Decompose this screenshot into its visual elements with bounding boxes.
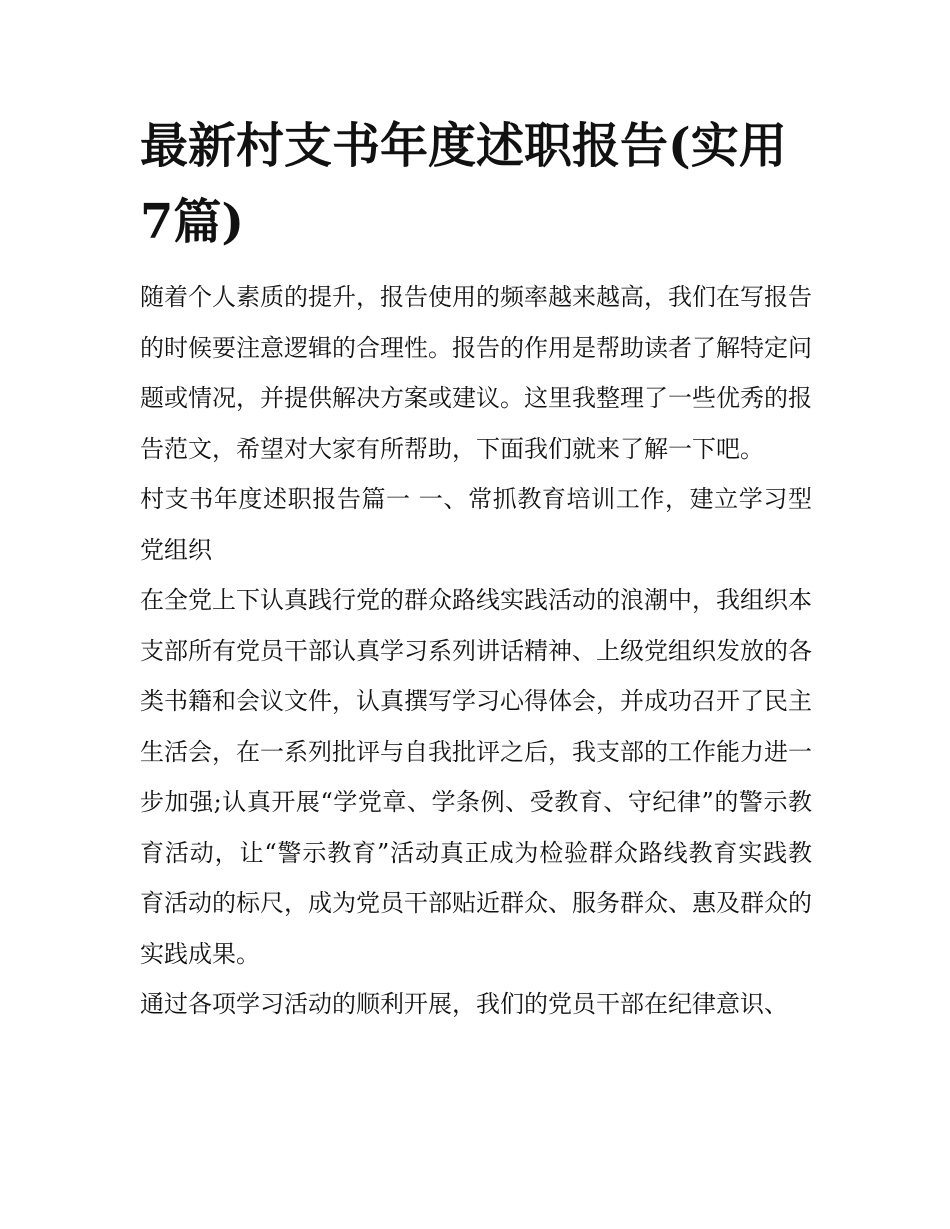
body-paragraph: 在全党上下认真践行党的群众路线实践活动的浪潮中，我组织本支部所有党员干部认真学习系列讲话精神、上级党组织发放的各类书籍和会议文件，认真撰写学习心得体会，并成功召开了民主生活会，在一系列批评与自我批评之后，我支部的工作能力进一步加强;认真开展“学党章、学条例、受教育、守纪律”的警示教育活动，让“警示教育”活动真正成为检验群众路线教育实践教育活动的标尺，成为党员干部贴近群众、服务群众、惠及群众的实践成果。 (140, 586, 812, 968)
document-page (140, 108, 812, 1030)
section-heading-paragraph: 村支书年度述职报告篇一 一、常抓教育培训工作，建立学习型党组织 (140, 485, 812, 564)
document-title: 最新村支书年度述职报告(实用7篇) (140, 118, 787, 250)
intro-paragraph: 随着个人素质的提升，报告使用的频率越来越高，我们在写报告的时候要注意逻辑的合理性。报告的作用是帮助读者了解特定问题或情况，并提供解决方案或建议。这里我整理了一些优秀的报告范文，希望对大家有所帮助，下面我们就来了解一下吧。 (140, 283, 812, 463)
body-paragraph-continued: 通过各项学习活动的顺利开展，我们的党员干部在纪律意识、 (140, 990, 788, 1018)
